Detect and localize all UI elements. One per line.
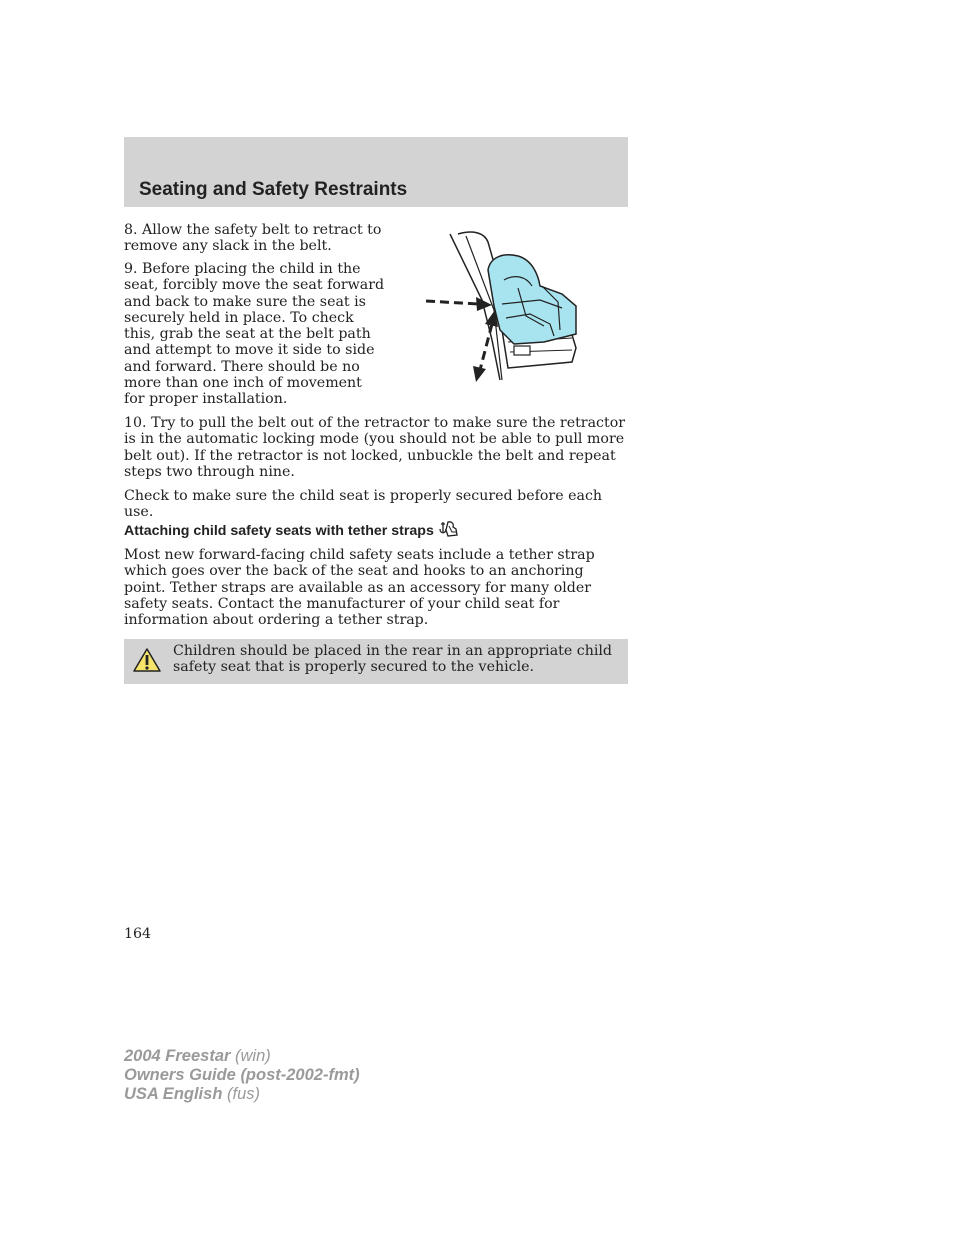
footer-guide: Owners Guide (post-2002-fmt) [124, 1066, 360, 1084]
footer-line-3 [124, 1085, 360, 1104]
tether-anchor-icon [438, 520, 460, 542]
warning-box [124, 639, 628, 684]
step-10-text: 10. Try to pull the belt out of the retractor to make sure the retractor is in the automatic locking mode (you should not be able to pull more belt out). If the retractor is not locked, unbuckle the belt and repeat steps two through nine. [124, 415, 626, 480]
footer-language: USA English [124, 1085, 223, 1103]
section-header [124, 137, 628, 207]
tether-paragraph: Most new forward-facing child safety seats include a tether strap which goes over the back of the seat and hooks to an anchoring point. Tether straps are available as an accessory for many older safety seats. Contact the manufacturer of your child seat for information about ordering a tether strap. [124, 547, 595, 629]
footer-language-code: (fus) [227, 1085, 260, 1103]
tether-heading [124, 520, 460, 542]
child-seat-shell [488, 255, 576, 344]
footer-model-code: (win) [235, 1047, 271, 1065]
footer-line-1 [124, 1047, 360, 1066]
warning-text: Children should be placed in the rear in an appropriate child safety seat that is properly secured to the vehicle. [173, 643, 613, 676]
warning-triangle-icon [132, 647, 162, 677]
tether-heading-text: Attaching child safety seats with tether straps [124, 523, 434, 539]
page-number: 164 [124, 926, 152, 942]
step-8-text: 8. Allow the safety belt to retract to remove any slack in the belt. [124, 222, 382, 255]
section-title: Seating and Safety Restraints [139, 179, 408, 200]
document-footer [124, 1047, 360, 1104]
check-text: Check to make sure the child seat is properly secured before each use. [124, 488, 603, 521]
footer-model: 2004 Freestar [124, 1047, 231, 1065]
child-seat-illustration [422, 230, 582, 385]
footer-line-2 [124, 1066, 360, 1085]
step-9-text: 9. Before placing the child in the seat, forcibly move the seat forward and back to make sure the seat is securely held in place. To check this, grab the seat at the belt path and attempt to move it side to side and forward. There should be no more than one inch of movement for proper installation. [124, 261, 385, 408]
